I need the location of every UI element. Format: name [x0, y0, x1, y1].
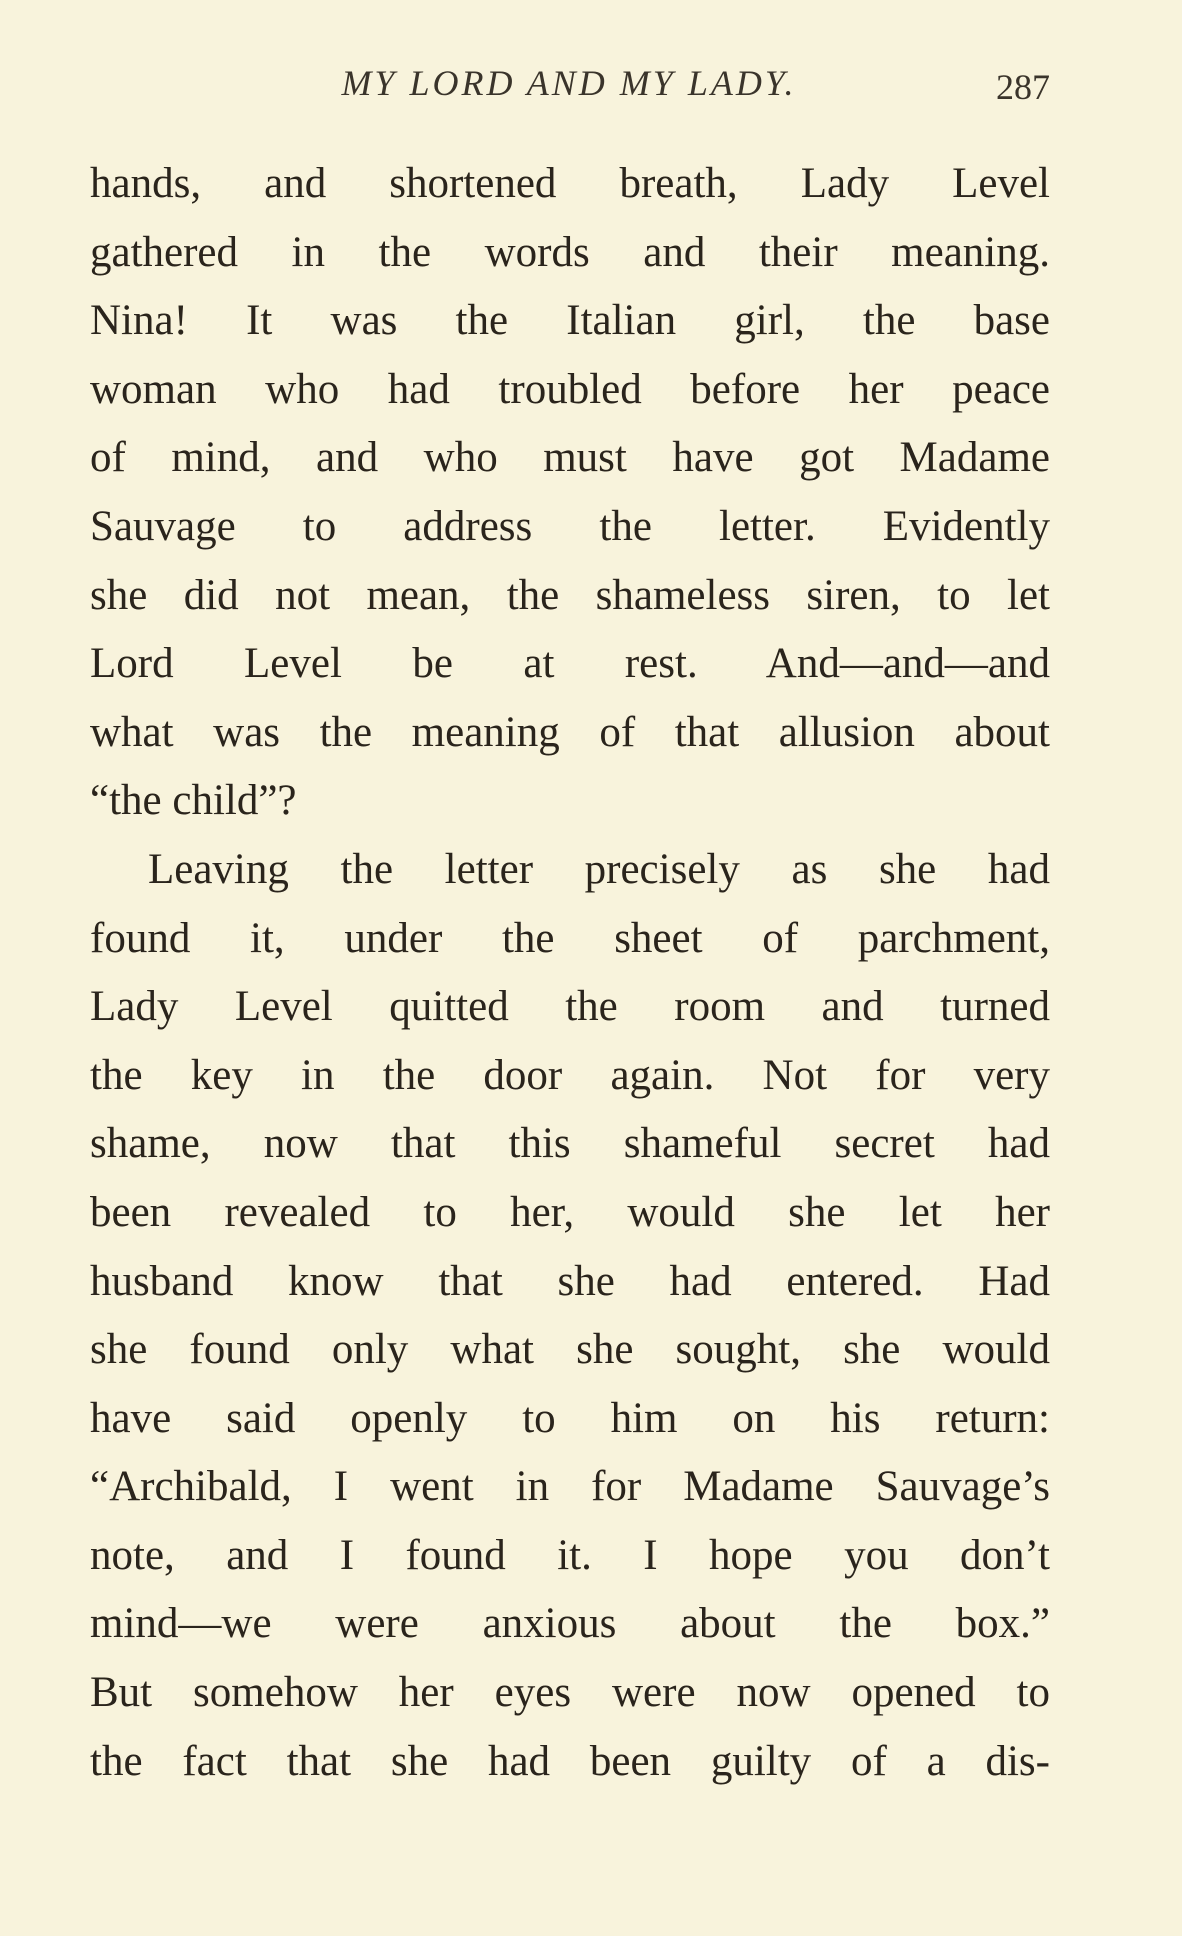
text-line: found it, under the sheet of parchment,	[90, 914, 1050, 962]
running-head-title: MY LORD AND MY LADY.	[341, 63, 797, 103]
paragraph-2	[90, 836, 1050, 1796]
text-line: the fact that she had been guilty of a dis-	[90, 1737, 1050, 1785]
text-line: shame, now that this shameful secret had	[90, 1120, 1050, 1168]
text-line: note, and I found it. I hope you don’t	[90, 1531, 1050, 1579]
text-line: have said openly to him on his return:	[90, 1394, 1050, 1442]
text-line: been revealed to her, would she let her	[90, 1188, 1050, 1236]
text-line: “Archibald, I went in for Madame Sauvage’s	[90, 1463, 1050, 1511]
text-line: of mind, and who must have got Madame	[90, 434, 1050, 482]
text-line: the key in the door again. Not for very	[90, 1051, 1050, 1099]
text-line: what was the meaning of that allusion about	[90, 708, 1050, 756]
text-line: she found only what she sought, she would	[90, 1326, 1050, 1374]
text-line: Leaving the letter precisely as she had	[148, 845, 1050, 893]
body-text	[90, 150, 1050, 1796]
text-line: Lady Level quitted the room and turned	[90, 983, 1050, 1031]
text-line: “the child”?	[90, 777, 297, 825]
text-line: woman who had troubled before her peace	[90, 365, 1050, 413]
text-line: Nina! It was the Italian girl, the base	[90, 297, 1050, 345]
text-line: she did not mean, the shameless siren, to let	[90, 571, 1050, 619]
page-number: 287	[996, 67, 1050, 107]
text-line: But somehow her eyes were now opened to	[90, 1669, 1050, 1717]
paragraph-1	[90, 150, 1050, 836]
running-head	[88, 62, 1050, 112]
text-line: husband know that she had entered. Had	[90, 1257, 1050, 1305]
text-line: gathered in the words and their meaning.	[90, 228, 1050, 276]
text-line: mind—we were anxious about the box.”	[90, 1600, 1050, 1648]
text-line: hands, and shortened breath, Lady Level	[90, 160, 1050, 207]
text-line: Sauvage to address the letter. Evidently	[90, 502, 1050, 550]
text-line: Lord Level be at rest. And—and—and	[90, 640, 1050, 688]
